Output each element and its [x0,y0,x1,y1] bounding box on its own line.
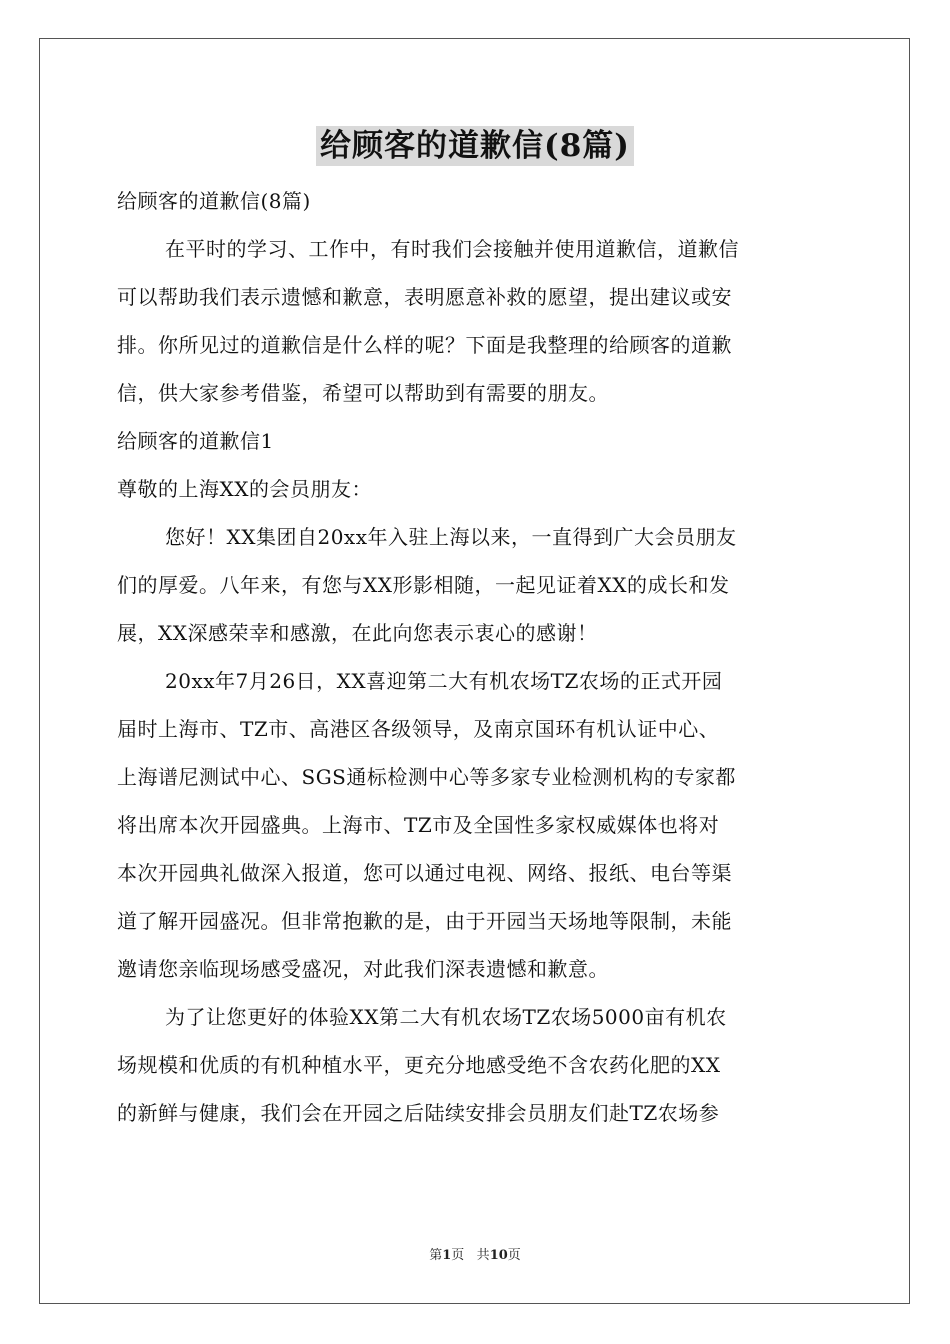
title-container [0,126,950,166]
paragraph-line: 邀请您亲临现场感受盛况，对此我们深表遗憾和歉意。 [117,957,609,981]
paragraph-line: 场规模和优质的有机种植水平，更充分地感受绝不含农药化肥的XX [117,1053,721,1077]
paragraph-line: 在平时的学习、工作中，有时我们会接触并使用道歉信，道歉信 [165,237,739,261]
paragraph-line: 将出席本次开园盛典。上海市、TZ市及全国性多家权威媒体也将对 [117,813,720,837]
salutation: 尊敬的上海XX的会员朋友： [117,477,372,501]
total-suffix: 页 [507,1248,521,1263]
paragraph-line: 信，供大家参考借鉴，希望可以帮助到有需要的朋友。 [117,381,609,405]
page-number: 1 [442,1248,452,1263]
paragraph-line: 可以帮助我们表示遗憾和歉意，表明愿意补救的愿望，提出建议或安 [117,285,732,309]
paragraph-line: 20xx年7月26日，XX喜迎第二大有机农场TZ农场的正式开园 [165,669,723,693]
paragraph-line: 的新鲜与健康，我们会在开园之后陆续安排会员朋友们赴TZ农场参 [117,1101,720,1125]
paragraph-line: 排。你所见过的道歉信是什么样的呢？下面是我整理的给顾客的道歉 [117,333,732,357]
paragraph-line: 道了解开园盛况。但非常抱歉的是，由于开园当天场地等限制，未能 [117,909,732,933]
paragraph-line: 上海谱尼测试中心、SGS通标检测中心等多家专业检测机构的专家都 [117,765,736,789]
paragraph-line: 本次开园典礼做深入报道，您可以通过电视、网络、报纸、电台等渠 [117,861,732,885]
total-pages: 10 [489,1248,508,1263]
paragraph-line: 们的厚爱。八年来，有您与XX形影相随，一起见证着XX的成长和发 [117,573,730,597]
document-title: 给顾客的道歉信(8篇) [316,126,634,166]
paragraph-line: 您好！XX集团自20xx年入驻上海以来，一直得到广大会员朋友 [165,525,737,549]
section-heading: 给顾客的道歉信1 [117,429,274,453]
page-prefix: 第 [429,1248,443,1263]
paragraph-line: 届时上海市、TZ市、高港区各级领导，及南京国环有机认证中心、 [117,717,720,741]
paragraph-line: 为了让您更好的体验XX第二大有机农场TZ农场5000亩有机农 [165,1005,727,1029]
total-prefix: 共 [476,1248,490,1263]
paragraph-line: 展，XX深感荣幸和感激，在此向您表示衷心的感谢！ [117,621,598,645]
page-suffix: 页 [451,1248,465,1263]
subtitle-line: 给顾客的道歉信(8篇) [117,189,311,213]
document-body [117,177,835,1137]
page-footer [0,1246,950,1266]
